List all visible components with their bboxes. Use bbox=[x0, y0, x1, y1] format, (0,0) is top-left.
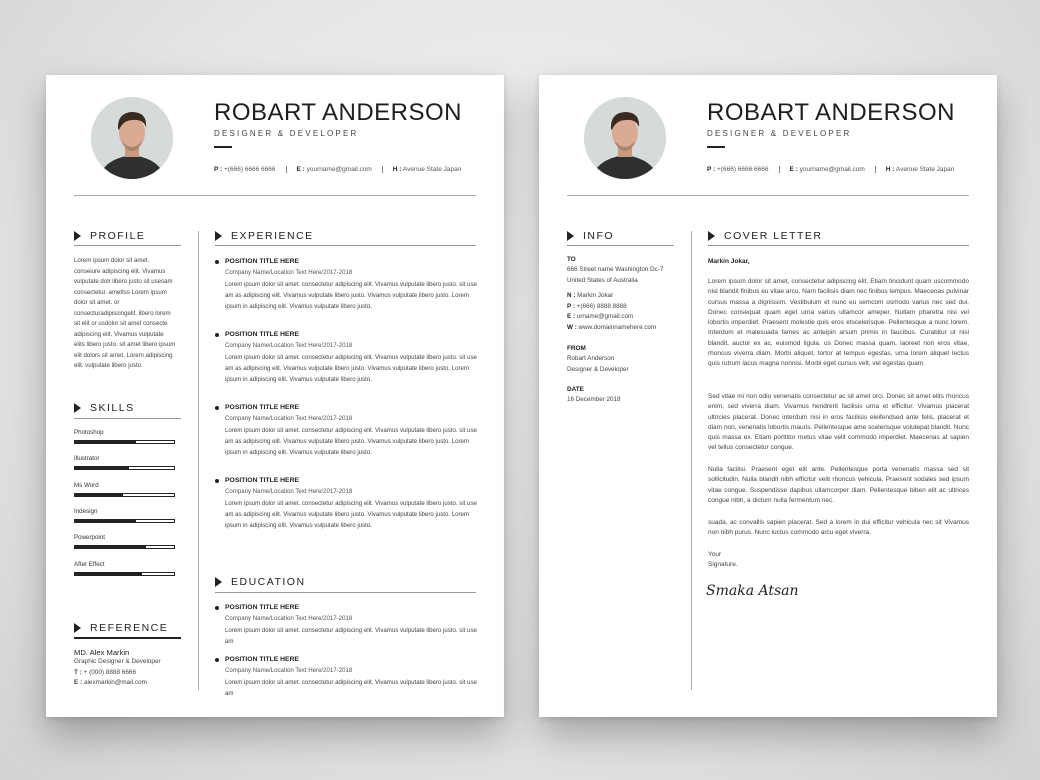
skills-heading: SKILLS bbox=[74, 402, 135, 414]
entry-company: Company Name/Location Text Here/2017-2018 bbox=[225, 488, 353, 495]
entry-company: Company Name/Location Text Here/2017-2018 bbox=[225, 615, 353, 622]
entry-company: Company Name/Location Text Here/2017-2018 bbox=[225, 667, 353, 674]
entry-title: POSITION TITLE HERE bbox=[215, 331, 477, 338]
entry-item bbox=[215, 477, 477, 531]
skill-bar-fill bbox=[75, 441, 136, 443]
triangle-bullet-icon bbox=[74, 231, 81, 241]
education-rule bbox=[215, 592, 476, 593]
entry-item bbox=[215, 604, 477, 648]
skill-label: Powerpoint bbox=[74, 534, 105, 542]
title-underline bbox=[707, 146, 725, 148]
reference-rule bbox=[74, 637, 181, 639]
contact-phone: P : +(666) 6666 6666 bbox=[707, 166, 769, 173]
reference-block bbox=[74, 648, 194, 689]
cover-letter-rule bbox=[708, 245, 969, 246]
info-date: DATE 16 December 2018 bbox=[567, 386, 621, 403]
entry-title: POSITION TITLE HERE bbox=[215, 604, 477, 611]
skill-item bbox=[74, 508, 175, 523]
info-heading: INFO bbox=[567, 230, 614, 242]
letter-paragraph: Nulla facilisi. Praesent eget elit ante. Pellentesque porta venenatis massa sed sit sollicitudin. Nulla blandit nibh efficitur velit rhoncus vehicula. Praesent sodales sed ipsum vitae congue. Suspendisse dapibus ullamcorper diam. Pellentesque biben elit ac ultrices congue nibh, a dictum nulla fermentum nec. bbox=[708, 466, 969, 504]
triangle-bullet-icon bbox=[74, 623, 81, 633]
info-contact-phone: P : +(666) 8888 8888 bbox=[567, 302, 627, 310]
skill-bar-fill bbox=[75, 520, 136, 522]
info-contact-web: W : www.domainnamehere.com bbox=[567, 323, 657, 331]
entry-description: Lorem ipsum dolor sit amet. consectetur adipiscing elit. Vivamus vulputate libero justo. sit use am bbox=[225, 627, 477, 645]
skill-item bbox=[74, 534, 175, 549]
reference-role: Graphic Designer & Developer bbox=[74, 658, 161, 665]
entry-item bbox=[215, 656, 477, 700]
contact-email: E : yourname@gmail.com bbox=[286, 166, 382, 173]
info-contact-email: E : urname@gmail.com bbox=[567, 313, 634, 320]
triangle-bullet-icon bbox=[567, 231, 574, 241]
triangle-bullet-icon bbox=[74, 403, 81, 413]
profile-heading: PROFILE bbox=[74, 230, 145, 242]
candidate-title: DESIGNER & DEVELOPER bbox=[214, 129, 359, 138]
profile-rule bbox=[74, 245, 181, 246]
entry-title: POSITION TITLE HERE bbox=[215, 656, 477, 663]
contact-row bbox=[214, 166, 471, 173]
contact-row bbox=[707, 166, 964, 173]
avatar bbox=[584, 97, 666, 179]
contact-phone: P : +(666) 6666 6666 bbox=[214, 166, 276, 173]
entry-title: POSITION TITLE HERE bbox=[215, 404, 477, 411]
entry-company: Company Name/Location Text Here/2017-2018 bbox=[225, 269, 353, 276]
info-to: TO 666 Street name Washington Dc-7 United States of Australia bbox=[567, 256, 664, 284]
profile-photo bbox=[91, 97, 173, 179]
contact-address: H : Avenue State Japan bbox=[875, 166, 965, 173]
info-rule bbox=[567, 245, 674, 246]
profile-text: Lorem ipsum dolor sit amet. conseiure adipiscing elit. Vivamus vulputate dolr libero justo sit usesam consectetur. amettss Lorem ipsum dolor sit amet. or consecturadipiscingelit. libero lorem sit elit or usdolor sit amet consecte adipiscing elit. Vivamus vulputate elits libero justo. sit amet libero ipsum elit dolors sit amet. Lorem adipiscing elit. vulputate libero justo. bbox=[74, 257, 176, 369]
skill-label: Photoshop bbox=[74, 429, 104, 436]
candidate-name: ROBART ANDERSON bbox=[707, 99, 956, 126]
candidate-name: ROBART ANDERSON bbox=[214, 99, 463, 126]
entry-description: Lorem ipsum dolor sit amet. consectetur adipiscing elit. Vivamus vulputate libero justo. sit use am bbox=[225, 679, 477, 697]
contact-address: H : Avenue State Japan bbox=[382, 166, 472, 173]
letter-closing: Your bbox=[708, 551, 722, 558]
skill-item bbox=[74, 561, 175, 576]
triangle-bullet-icon bbox=[215, 231, 222, 241]
entry-title: POSITION TITLE HERE bbox=[215, 258, 477, 265]
letter-paragraph: suada, ac convallis sapien placerat. Sed a lorem in dui efficitur vehicula nec sit Vivamus non nibh purus. Nunc luctus commodo arcu eget viverra. bbox=[708, 519, 969, 537]
header-divider bbox=[74, 195, 476, 196]
triangle-bullet-icon bbox=[708, 231, 715, 241]
column-divider bbox=[198, 231, 199, 690]
skill-item bbox=[74, 429, 175, 444]
reference-email: E : alexmarkin@mail.com bbox=[74, 679, 147, 686]
entry-item bbox=[215, 258, 477, 312]
skill-label: Ms Word bbox=[74, 481, 99, 489]
candidate-title: DESIGNER & DEVELOPER bbox=[707, 129, 852, 138]
skill-bar bbox=[74, 545, 175, 549]
triangle-bullet-icon bbox=[215, 577, 222, 587]
entry-item bbox=[215, 404, 477, 458]
cover-letter-page bbox=[539, 75, 997, 717]
cover-letter-heading: COVER LETTER bbox=[708, 230, 823, 242]
info-contact-name: N : Markin Jokar bbox=[567, 292, 614, 299]
skill-bar-fill bbox=[75, 494, 123, 496]
skill-bar bbox=[74, 493, 175, 497]
letter-salutation: Markin Jokar, bbox=[708, 258, 750, 265]
skill-bar bbox=[74, 466, 175, 470]
entry-description: Lorem ipsum dolor sit amet. consectetur adipiscing elit. Vivamus vulputate libero justo. sit use am as adipiscing elit. Vivamus vulputate libero justo. Vivamus vulputate libero justo. Lorem ipsum in adipiscing elit. Vivamus vulputate libero justo. bbox=[225, 281, 477, 310]
entry-item bbox=[215, 331, 477, 385]
skill-item bbox=[74, 482, 175, 497]
avatar bbox=[91, 97, 173, 179]
reference-heading: REFERENCE bbox=[74, 622, 168, 634]
skills-rule bbox=[74, 418, 181, 419]
experience-heading: EXPERIENCE bbox=[215, 230, 314, 242]
entry-company: Company Name/Location Text Here/2017-2018 bbox=[225, 415, 353, 422]
header-divider bbox=[567, 195, 969, 196]
entry-description: Lorem ipsum dolor sit amet. consectetur adipiscing elit. Vivamus vulputate libero justo. sit use am as adipiscing elit. Vivamus vulputate libero justo. Vivamus vulputate libero justo. Lorem ipsum in adipiscing elit. Vivamus vulputate libero justo. bbox=[225, 354, 477, 383]
reference-phone: T : + (000) 8888 6666 bbox=[74, 668, 137, 676]
entry-title: POSITION TITLE HERE bbox=[215, 477, 477, 484]
skill-bar-fill bbox=[75, 467, 129, 469]
skill-bar-fill bbox=[75, 546, 146, 548]
experience-rule bbox=[215, 245, 476, 246]
profile-photo bbox=[584, 97, 666, 179]
entry-company: Company Name/Location Text Here/2017-2018 bbox=[225, 342, 353, 349]
education-heading: EDUCATION bbox=[215, 576, 306, 588]
entry-description: Lorem ipsum dolor sit amet. consectetur adipiscing elit. Vivamus vulputate libero justo. sit use am as adipiscing elit. Vivamus vulputate libero justo. Vivamus vulputate libero justo. Lorem ipsum in adipiscing elit. Vivamus vulputate libero justo. bbox=[225, 427, 477, 456]
skill-label: After Effect bbox=[74, 560, 105, 568]
reference-name: MD. Alex Markin bbox=[74, 648, 130, 657]
letter-signature-label: Signature. bbox=[708, 561, 738, 568]
title-underline bbox=[214, 146, 232, 148]
skill-bar bbox=[74, 519, 175, 523]
skill-bar bbox=[74, 572, 175, 576]
letter-paragraph: Sed vitae mi non odio venenatis consectetur ac sit amet orci. Donec sit amet elits rhoncus enim, sed viverra diam. Vivamus hendrerit facilisis urna et efficitur. Vivamus placerat ultricies placerat. Donec interdum nisi in eros facilisis eleifendsed ante felis, placerat et diam non, venenatis lobortis mauris. Pellentesque ame scelerisque volutepat blandit. Nunc quis massa ex. Etiam porttitor metus vitae velit commodo imperdiet. Maecenas at sapien vel tellus consectetur congue. bbox=[708, 393, 969, 452]
skill-bar-fill bbox=[75, 573, 142, 575]
skill-label: Indesign bbox=[74, 507, 98, 515]
contact-email: E : yourname@gmail.com bbox=[779, 166, 875, 173]
letter-paragraph: Lorem ipsum dolor sit amet, consectetur adipiscing elit. Etiam tincidunt quam uscommodo nisl blandit finibus eu vitae arcu. Nam facilisis diam nec finibus tempus. Maecenas pulvinar cursus massa a dignissim. Vestibulum et nunc eu semcom osmodo varius nec sed dui. Donec consequat quam eget urna varius ullamcor ameper. Nullam pharetra nisi vel lobortis imperdiet. Praesent molestie quis eros etscelerisque. Pellentesque a nunc lorem. Interdum et malesuada fames ac anteipin arsum primis in faucibus. Curabitur ut nisl blandit, auctor ex ac, euismod ligula. us Donec massa quam, laoreet non eros vitae, rhoncus viverra diam. Morbi aliquet, tortor at tempus egestas, urna lorem aliquet lectus quis rutrum lacus magna nonnisi. Morbi eget cursus velt, vel egestas quam. bbox=[708, 278, 969, 368]
info-from: FROM Robart Anderson Designer & Developer bbox=[567, 345, 629, 373]
resume-page bbox=[46, 75, 504, 717]
skill-label: Illustrator bbox=[74, 455, 100, 463]
info-contacts bbox=[567, 291, 687, 333]
column-divider bbox=[691, 231, 692, 690]
skill-bar bbox=[74, 440, 175, 444]
handwritten-signature: Smaka Atsan bbox=[706, 583, 799, 599]
skill-item bbox=[74, 455, 175, 470]
entry-description: Lorem ipsum dolor sit amet. consectetur adipiscing elit. Vivamus vulputate libero justo. sit use am as adipiscing elit. Vivamus vulputate libero justo. Vivamus vulputate libero justo. Lorem ipsum in adipiscing elit. Vivamus vulputate libero justo. bbox=[225, 500, 477, 529]
